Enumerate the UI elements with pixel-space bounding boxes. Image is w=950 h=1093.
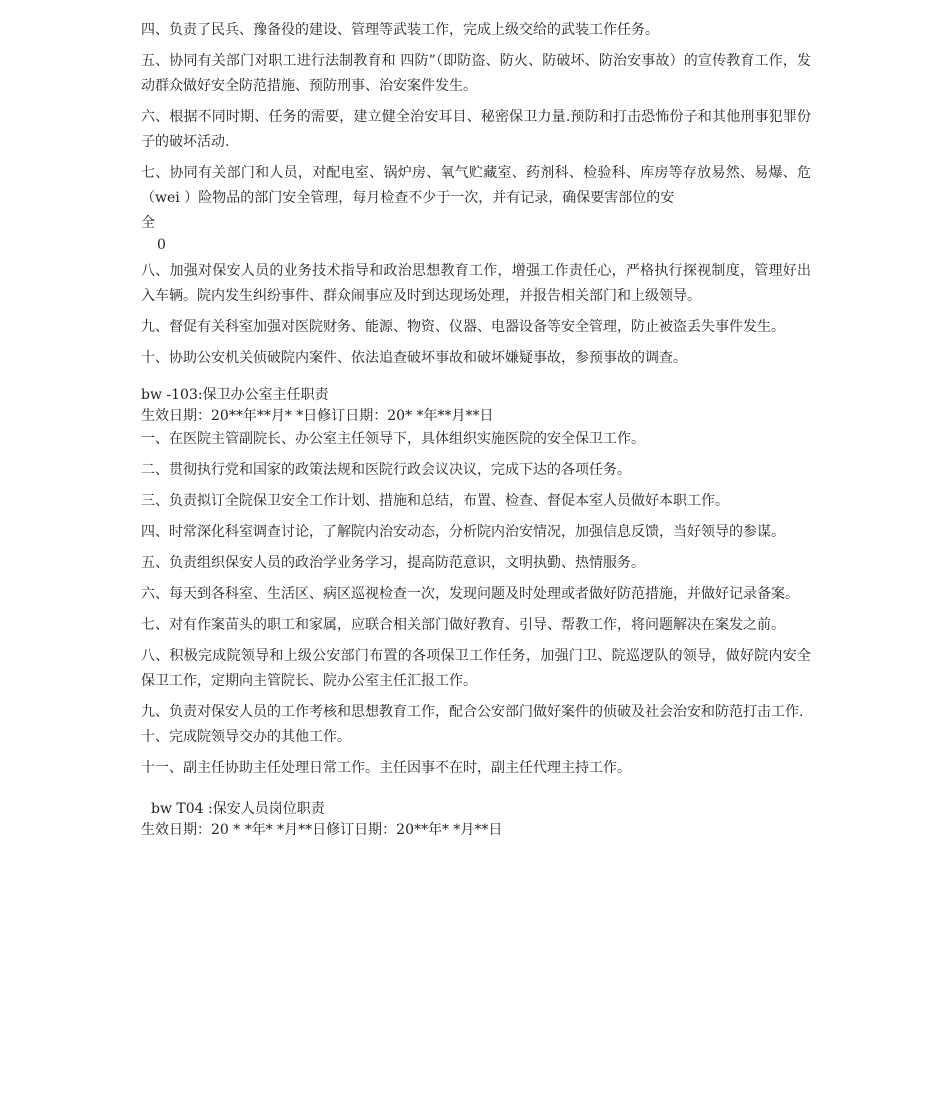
duty-item-9: 九、督促有关科室加强对医院财务、能源、物资、仪器、电器设备等安全管理，防止被盗丢失事件发生。 — [141, 319, 785, 335]
section-heading-bw103: bw -103:保卫办公室主任职责 — [141, 387, 329, 403]
director-duty-11: 十一、副主任协助主任处理日常工作。主任因事不在时，副主任代理主持工作。 — [141, 760, 631, 776]
section-dates-bwT04: 生效日期：20 * *年* *月**日修订日期：20**年* *月**日 — [141, 822, 503, 838]
duty-item-7-continuation: 全 — [141, 215, 155, 231]
section-dates-bw103: 生效日期：20**年**月* *日修订日期：20* *年**月**日 — [141, 408, 494, 424]
duty-item-10: 十、协助公安机关侦破院内案件、依法追查破坏事故和破坏嫌疑事故，参预事故的调查。 — [141, 350, 687, 366]
stray-character: 0 — [157, 237, 166, 253]
director-duty-7: 七、对有作案苗头的职工和家属，应联合相关部门做好教育、引导、帮教工作，将问题解决在案发之前。 — [141, 617, 785, 633]
director-duty-8: 八、积极完成院领导和上级公安部门布置的各项保卫工作任务，加强门卫、院巡逻队的领导，做好院内安全保卫工作，定期向主管院长、院办公室主任汇报工作。 — [141, 648, 811, 689]
section-heading-bwT04: bw T04 :保安人员岗位职责 — [151, 801, 325, 817]
director-duty-6: 六、每天到各科室、生活区、病区巡视检查一次，发现问题及时处理或者做好防范措施，并做好记录备案。 — [141, 586, 799, 602]
director-duty-10: 十、完成院领导交办的其他工作。 — [141, 729, 351, 745]
duty-item-6: 六、根据不同时期、任务的需要，建立健全治安耳目、秘密保卫力量.预防和打击恐怖份子和其他刑事犯罪份子的破坏活动. — [141, 109, 811, 150]
duty-item-7: 七、协同有关部门和人员，对配电室、锅炉房、氧气贮藏室、药剂科、检验科、库房等存放易然、易爆、危（wei ）险物品的部门安全管理，每月检查不少于一次，并有记录，确保要害部位的安 — [141, 165, 811, 206]
duty-item-4: 四、负责了民兵、豫备役的建设、管理等武装工作，完成上级交给的武装工作任务。 — [141, 22, 659, 38]
director-duty-2: 二、贯彻执行党和国家的政策法规和医院行政会议决议，完成下达的各项任务。 — [141, 462, 631, 478]
duty-item-5: 五、协同有关部门对职工进行法制教育和 四防”（即防盗、防火、防破坏、防治安事故）的宣传教育工作，发动群众做好安全防范措施、预防刑事、治安案件发生。 — [141, 53, 811, 94]
director-duty-9: 九、负责对保安人员的工作考核和思想教育工作，配合公安部门做好案件的侦破及社会治安和防范打击工作. — [141, 704, 804, 720]
director-duty-1: 一、在医院主管副院长、办公室主任领导下，具体组织实施医院的安全保卫工作。 — [141, 431, 645, 447]
document-page — [141, 18, 811, 841]
director-duty-5: 五、负责组织保安人员的政治学业务学习，提高防范意识，文明执勤、热情服务。 — [141, 555, 645, 571]
director-duty-3: 三、负责拟订全院保卫安全工作计划、措施和总结，布置、检查、督促本室人员做好本职工作。 — [141, 493, 729, 509]
director-duty-4: 四、时常深化科室调查讨论，了解院内治安动态，分析院内治安情况，加强信息反馈，当好领导的参谋。 — [141, 524, 785, 540]
duty-item-8: 八、加强对保安人员的业务技术指导和政治思想教育工作，增强工作责任心，严格执行探视制度，管理好出入车辆。院内发生纠纷事件、群众闹事应及时到达现场处理，并报告相关部门和上级领导。 — [141, 263, 811, 304]
